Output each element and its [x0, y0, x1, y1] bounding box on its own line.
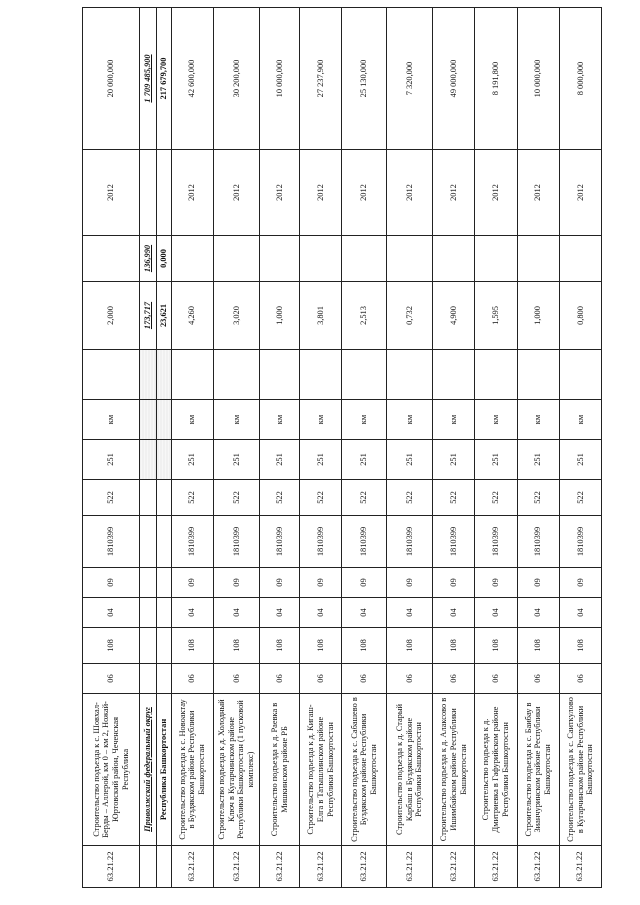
cell-code: 63.21.22 [559, 846, 601, 888]
cell-code: 63.21.22 [83, 846, 140, 888]
cell-qty: 1,000 [517, 282, 559, 350]
cell-code [156, 846, 171, 888]
cell-c6: 522 [83, 480, 140, 516]
cell-c5: 1810399 [213, 516, 259, 568]
table-row [475, 8, 517, 888]
cell-extra [171, 350, 213, 400]
cell-unit: км [260, 400, 300, 440]
cell-qty2: 136,990 [139, 236, 156, 282]
cell-c7 [156, 440, 171, 480]
cell-c1: 06 [433, 664, 475, 694]
cell-unit: км [342, 400, 386, 440]
cell-code: 63.21.22 [300, 846, 342, 888]
cell-c2: 108 [433, 628, 475, 664]
cell-c6 [139, 480, 156, 516]
cell-c7: 251 [475, 440, 517, 480]
cell-year: 2012 [517, 150, 559, 236]
cell-sum: 217 679,700 [156, 8, 171, 150]
cell-code: 63.21.22 [213, 846, 259, 888]
table-row [83, 8, 140, 888]
cell-c2: 108 [342, 628, 386, 664]
cell-name: Строительство подъезда к д. Старый Карбаш в Буздякском районе Республики Башкортостан [386, 694, 432, 846]
cell-qty: 4,900 [433, 282, 475, 350]
cell-extra [342, 350, 386, 400]
cell-qty2: 0,000 [156, 236, 171, 282]
cell-unit: км [517, 400, 559, 440]
cell-c7: 251 [260, 440, 300, 480]
cell-c6: 522 [559, 480, 601, 516]
cell-c4: 09 [475, 568, 517, 598]
cell-c1: 06 [83, 664, 140, 694]
cell-qty: 4,260 [171, 282, 213, 350]
cell-c1 [156, 664, 171, 694]
table-row [300, 8, 342, 888]
cell-name: Строительство подъезда к с. Сабашево в Буздякском районе Республики Башкортостан [342, 694, 386, 846]
cell-c3: 04 [260, 598, 300, 628]
cell-c3 [156, 598, 171, 628]
cell-c6 [156, 480, 171, 516]
cell-c6: 522 [433, 480, 475, 516]
cell-sum: 20 000,000 [83, 8, 140, 150]
cell-c7: 251 [213, 440, 259, 480]
cell-extra [300, 350, 342, 400]
cell-year: 2012 [171, 150, 213, 236]
cell-name: Строительство подъезда к д. Алаксово в Ишимбайском районе Республики Башкортостан [433, 694, 475, 846]
cell-qty2 [213, 236, 259, 282]
cell-name: Строительство подъезда к с. Саиткулово в Кугарчинском районе Республики Башкортостан [559, 694, 601, 846]
cell-sum: 10 000,000 [260, 8, 300, 150]
cell-c3: 04 [213, 598, 259, 628]
cell-c5: 1810399 [83, 516, 140, 568]
cell-c4: 09 [386, 568, 432, 598]
cell-extra [213, 350, 259, 400]
cell-unit: км [433, 400, 475, 440]
cell-c4 [139, 568, 156, 598]
cell-extra [386, 350, 432, 400]
table-row [386, 8, 432, 888]
cell-c4: 09 [171, 568, 213, 598]
cell-qty: 2,000 [83, 282, 140, 350]
cell-c4: 09 [300, 568, 342, 598]
cell-c5: 1810399 [342, 516, 386, 568]
cell-year: 2012 [83, 150, 140, 236]
region-row [139, 8, 156, 888]
cell-c5: 1810399 [433, 516, 475, 568]
cell-c5: 1810399 [300, 516, 342, 568]
table-row [260, 8, 300, 888]
cell-unit: км [475, 400, 517, 440]
cell-c1: 06 [260, 664, 300, 694]
cell-c3 [139, 598, 156, 628]
cell-code [139, 846, 156, 888]
cell-qty2 [475, 236, 517, 282]
cell-c3: 04 [433, 598, 475, 628]
cell-c4: 09 [342, 568, 386, 598]
table-row [213, 8, 259, 888]
cell-c7: 251 [386, 440, 432, 480]
cell-year: 2012 [475, 150, 517, 236]
cell-year: 2012 [260, 150, 300, 236]
cell-name: Строительство подъезда к с. Баибау в Зианчуринском районе Республики Башкортостан [517, 694, 559, 846]
cell-sum: 1 709 485,900 [139, 8, 156, 150]
budget-table [82, 7, 602, 888]
cell-year: 2012 [300, 150, 342, 236]
table-row [171, 8, 213, 888]
cell-c4: 09 [559, 568, 601, 598]
cell-c7: 251 [83, 440, 140, 480]
cell-qty: 23,621 [156, 282, 171, 350]
cell-code: 63.21.22 [475, 846, 517, 888]
cell-code: 63.21.22 [171, 846, 213, 888]
cell-c5: 1810399 [171, 516, 213, 568]
cell-c6: 522 [171, 480, 213, 516]
cell-c1: 06 [386, 664, 432, 694]
cell-name: Строительство подъезда к д. Холодный Ключ в Кугарчинском районе Республики Башкортостан (1 пусковой комплекс) [213, 694, 259, 846]
cell-sum: 7 320,000 [386, 8, 432, 150]
cell-qty: 1,595 [475, 282, 517, 350]
cell-sum: 27 237,900 [300, 8, 342, 150]
cell-sum: 8 191,800 [475, 8, 517, 150]
cell-sum: 8 000,000 [559, 8, 601, 150]
cell-sum: 49 000,000 [433, 8, 475, 150]
cell-qty: 1,000 [260, 282, 300, 350]
cell-extra [517, 350, 559, 400]
cell-extra [433, 350, 475, 400]
cell-qty: 3,020 [213, 282, 259, 350]
cell-c4: 09 [433, 568, 475, 598]
cell-c3: 04 [475, 598, 517, 628]
cell-c5 [139, 516, 156, 568]
cell-unit [139, 400, 156, 440]
cell-year: 2012 [559, 150, 601, 236]
cell-c2: 108 [475, 628, 517, 664]
cell-c1: 06 [559, 664, 601, 694]
cell-year: 2012 [342, 150, 386, 236]
cell-c6: 522 [300, 480, 342, 516]
cell-extra [559, 350, 601, 400]
cell-c3: 04 [517, 598, 559, 628]
cell-qty2 [83, 236, 140, 282]
cell-unit: км [83, 400, 140, 440]
cell-sum: 42 600,000 [171, 8, 213, 150]
cell-c2: 108 [83, 628, 140, 664]
cell-unit: км [300, 400, 342, 440]
cell-c6: 522 [517, 480, 559, 516]
cell-name: Строительство подъезда к д. Кигаш-Елга в Татышлинском районе Республики Башкортостан [300, 694, 342, 846]
cell-c2: 108 [386, 628, 432, 664]
cell-qty2 [300, 236, 342, 282]
cell-c1: 06 [517, 664, 559, 694]
cell-year: 2012 [213, 150, 259, 236]
cell-c3: 04 [559, 598, 601, 628]
cell-code: 63.21.22 [260, 846, 300, 888]
cell-unit: км [171, 400, 213, 440]
cell-c5: 1810399 [475, 516, 517, 568]
cell-c1: 06 [213, 664, 259, 694]
cell-c1: 06 [475, 664, 517, 694]
rotated-table-sheet [82, 8, 602, 888]
cell-unit: км [386, 400, 432, 440]
cell-c6: 522 [475, 480, 517, 516]
cell-c4 [156, 568, 171, 598]
table-row [433, 8, 475, 888]
cell-unit: км [559, 400, 601, 440]
cell-qty2 [433, 236, 475, 282]
cell-qty2 [171, 236, 213, 282]
cell-c5 [156, 516, 171, 568]
cell-name: Строительство подъезда к с. Шовхал-Берды – Аллерой, км 0 – км 2, Ножай-Юртовский район, Чеченская Республика [83, 694, 140, 846]
cell-c1: 06 [171, 664, 213, 694]
cell-c6: 522 [342, 480, 386, 516]
cell-qty: 3,801 [300, 282, 342, 350]
cell-c1 [139, 664, 156, 694]
cell-c7: 251 [433, 440, 475, 480]
cell-qty: 0,732 [386, 282, 432, 350]
cell-c2: 108 [213, 628, 259, 664]
cell-code: 63.21.22 [342, 846, 386, 888]
cell-c6: 522 [213, 480, 259, 516]
cell-c2: 108 [300, 628, 342, 664]
cell-c5: 1810399 [260, 516, 300, 568]
cell-c2 [156, 628, 171, 664]
cell-c4: 09 [213, 568, 259, 598]
cell-c1: 06 [300, 664, 342, 694]
cell-name: Приволжский федеральный округ [139, 694, 156, 846]
cell-name: Строительство подъезда к д. Раевка в Мишкинском районе РБ [260, 694, 300, 846]
cell-c3: 04 [342, 598, 386, 628]
cell-sum: 25 130,000 [342, 8, 386, 150]
table-row [559, 8, 601, 888]
cell-c6: 522 [386, 480, 432, 516]
cell-qty: 173,717 [139, 282, 156, 350]
cell-c7: 251 [342, 440, 386, 480]
cell-c5: 1810399 [559, 516, 601, 568]
cell-c5: 1810399 [386, 516, 432, 568]
cell-name: Строительство подъезда к с. Новоактау в Буздякском районе Республики Башкортостан [171, 694, 213, 846]
cell-c3: 04 [386, 598, 432, 628]
cell-c4: 09 [517, 568, 559, 598]
cell-qty2 [342, 236, 386, 282]
cell-qty2 [517, 236, 559, 282]
cell-year: 2012 [433, 150, 475, 236]
cell-extra [83, 350, 140, 400]
cell-c6: 522 [260, 480, 300, 516]
cell-unit [156, 400, 171, 440]
cell-year [156, 150, 171, 236]
cell-c7 [139, 440, 156, 480]
cell-code: 63.21.22 [517, 846, 559, 888]
cell-extra [475, 350, 517, 400]
cell-c3: 04 [83, 598, 140, 628]
cell-c7: 251 [171, 440, 213, 480]
cell-qty2 [559, 236, 601, 282]
cell-unit: км [213, 400, 259, 440]
cell-year [139, 150, 156, 236]
cell-c5: 1810399 [517, 516, 559, 568]
cell-name: Строительство подъезда к д. Дмитриевка в Гафурийском районе Республики Башкортостан [475, 694, 517, 846]
cell-sum: 30 200,000 [213, 8, 259, 150]
cell-c7: 251 [517, 440, 559, 480]
cell-c2 [139, 628, 156, 664]
cell-c2: 108 [517, 628, 559, 664]
cell-name: Республика Башкортостан [156, 694, 171, 846]
cell-c1: 06 [342, 664, 386, 694]
cell-c2: 108 [559, 628, 601, 664]
cell-qty: 2,513 [342, 282, 386, 350]
cell-c4: 09 [260, 568, 300, 598]
cell-extra [156, 350, 171, 400]
cell-c2: 108 [171, 628, 213, 664]
cell-c7: 251 [300, 440, 342, 480]
table-row [517, 8, 559, 888]
cell-c4: 09 [83, 568, 140, 598]
cell-qty2 [386, 236, 432, 282]
cell-c2: 108 [260, 628, 300, 664]
cell-year: 2012 [386, 150, 432, 236]
cell-qty: 0,800 [559, 282, 601, 350]
cell-qty2 [260, 236, 300, 282]
cell-c7: 251 [559, 440, 601, 480]
cell-code: 63.21.22 [433, 846, 475, 888]
table-row [342, 8, 386, 888]
cell-extra [260, 350, 300, 400]
subregion-row [156, 8, 171, 888]
cell-c3: 04 [300, 598, 342, 628]
cell-extra [139, 350, 156, 400]
cell-sum: 10 000,000 [517, 8, 559, 150]
cell-c3: 04 [171, 598, 213, 628]
cell-code: 63.21.22 [386, 846, 432, 888]
